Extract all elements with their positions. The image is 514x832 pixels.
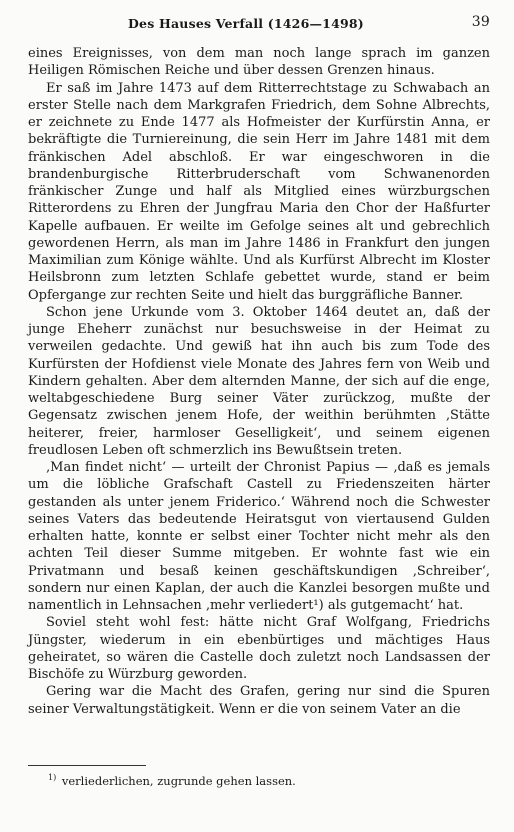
footnote-text: verliederlichen, zugrunde gehen lassen. bbox=[61, 773, 296, 788]
running-title: Des Hauses Verfall (1426—1498) bbox=[128, 16, 364, 31]
footnote-marker: 1) bbox=[48, 773, 57, 782]
footnote-divider bbox=[28, 765, 146, 766]
paragraph: Schon jene Urkunde vom 3. Oktober 1464 deutet an, daß der junge Eheherr zunächst nur besuchsweise in der Heimat zu verweilen gedachte. Und gewiß hat ihn auch bis zum Tode des Kurfürsten der Hofdienst viele Monate des Jahres fern von Weib und Kindern gehalten. Aber dem alternden Manne, der sich auf die enge, weltabgeschiedene Burg seiner Väter zurückzog, mußte der Gegensatz zwischen jenem Hofe, der weithin berühmten ‚Stätte heiterer, freier, harmloser Geselligkeit‘, und seinem eigenen freudlosen Leben oft schmerzlich ins Bewußtsein treten. bbox=[28, 304, 490, 458]
paragraph: ‚Man findet nicht‘ — urteilt der Chronist Papius — ‚daß es jemals um die löbliche Grafschaft Castell zu Friedenszeiten härter gestanden als unter jenem Friderico.‘ Während noch die Schwester seines Vaters das bedeutende Heiratsgut von viertausend Gulden erhalten hatte, konnte er selbst einer Tochter nicht mehr als den achten Teil dieser Summe mitgeben. Er wohnte fast wie ein Privatmann und besaß keinen geschäftskundigen ‚Schreiber‘, sondern nur einen Kaplan, der auch die Kanzlei besorgen mußte und namentlich in Lehnsachen ‚mehr verliedert¹) als gutgemacht‘ hat. bbox=[28, 460, 490, 613]
paragraph: Gering war die Macht des Grafen, gering nur sind die Spuren seiner Verwaltungstätigkeit. Wenn er die von seinem Vater an die bbox=[28, 684, 490, 717]
page-number: 39 bbox=[471, 14, 490, 30]
paragraph: Soviel steht wohl fest: hätte nicht Graf Wolfgang, Friedrichs Jüngster, wiederum in ein ebenbürtiges und mächtiges Haus geheiratet, so wären die Castelle doch zuletzt noch Landsassen der Bischöfe zu Würzburg geworden. bbox=[28, 615, 490, 682]
page-header bbox=[28, 14, 492, 36]
paragraph: Er saß im Jahre 1473 auf dem Ritterrechtstage zu Schwabach an erster Stelle nach dem Markgrafen Friedrich, dem Sohne Albrechts, er zeichnete zu Ende 1477 als Hofmeister der Kurfürstin Anna, er bekräftigte die Turniereinung, die sein Herr im Jahre 1481 mit dem fränkischen Adel abschloß. Er war eingeschworen in die brandenburgische Ritterbruderschaft vom Schwanenorden fränkischer Zunge und half als Mitglied eines würzburgschen Ritterordens zu Ehren der Jungfrau Maria den Chor der Haßfurter Kapelle aufbauen. Er weilte im Gefolge seines alt und gebrechlich gewordenen Herrn, als man im Jahre 1486 in Frankfurt den jungen Maximilian zum Könige wählte. Und als Kurfürst Albrecht im Kloster Heilsbronn zum letzten Schlafe gebettet wurde, stand er beim Opfergange zur rechten Seite und hielt das burggräfliche Banner. bbox=[28, 80, 490, 303]
footnote bbox=[48, 773, 296, 788]
body-text bbox=[28, 45, 490, 718]
paragraph-continuation: eines Ereignisses, von dem man noch lange sprach im ganzen Heiligen Römischen Reiche und über dessen Grenzen hinaus. bbox=[28, 46, 490, 79]
